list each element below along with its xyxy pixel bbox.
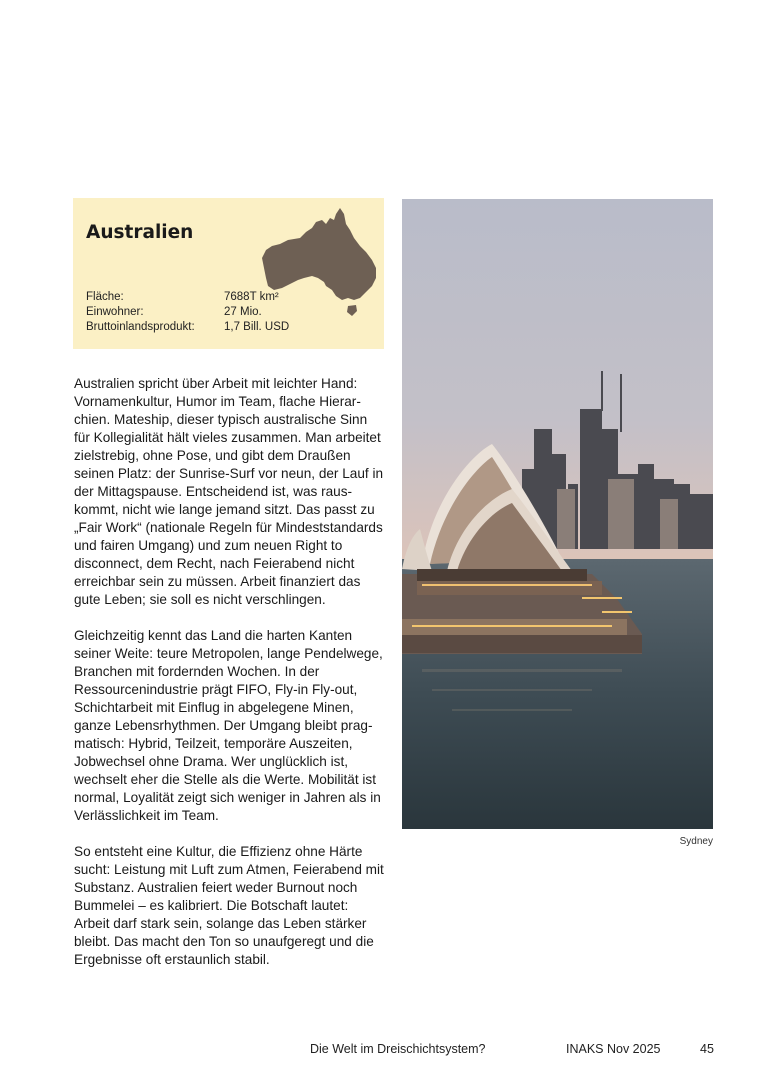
fact-value: 1,7 Bill. USD: [224, 321, 290, 333]
article-paragraph: So entsteht eine Kultur, die Effizienz ohne Härte sucht: Leistung mit Luft zum Atmen, Feierabend mit Substanz. Australien feiert weder Burnout noch Bummelei – es kalibriert. Die Botschaft lautet: Arbeit darf stark sein, solange das Leben stärker bleibt. Das macht den Ton so unaufgeregt und die Ergebnisse oft erstaunlich stabil.: [74, 844, 384, 967]
fact-label: Fläche:: [86, 291, 124, 303]
fact-value: 7688T km²: [224, 291, 279, 303]
photo-caption: Sydney: [679, 836, 713, 847]
fact-label: Einwohner:: [86, 306, 144, 318]
fact-row-gdp: [86, 320, 289, 335]
factbox-title: Australien: [86, 222, 194, 243]
article-paragraph: Australien spricht über Arbeit mit leichter Hand: Vornamenkultur, Humor im Team, flache Hierarchien. Mateship, dieser typisch australische Sinn für Kollegialität hält vieles zusammen. Man arbeitet zielstrebig, ohne Pose, und gibt dem Draußen seinen Platz: der Sunrise-Surf vor neun, der Lauf in der Mittagspause. Entscheidend ist, was rauskommt, nicht wie lange jemand sitzt. Das passt zu „Fair Work“ (nationale Regeln für Mindeststandards und fairen Umgang) und zum neuen Right to disconnect, dem Recht, nach Feierabend nicht erreichbar sein zu müssen. Arbeit finanziert das gute Leben; sie soll es nicht verschlingen.: [74, 376, 384, 607]
fact-row-area: [86, 290, 289, 305]
article-paragraph: Gleichzeitig kennt das Land die harten Kanten seiner Weite: teure Metropolen, lange Pendelwege, Branchen mit fordernden Wochen. In der Ressourcenindustrie prägt FIFO, Fly-in Fly-out, Schichtarbeit mit Einflug in abgelegene Minen, ganze Lebensrhythmen. Der Umgang bleibt pragmatisch: Hybrid, Teilzeit, temporäre Auszeiten, Jobwechsel ohne Drama. Wer unglücklich ist, wechselt eher die Stelle als die Werte. Mobilität ist normal, Loyalität zeigt sich weniger in Jahren als in Verlässlichkeit im Team.: [74, 628, 383, 823]
page-number: 45: [700, 1042, 714, 1056]
fact-value: 27 Mio.: [224, 306, 262, 318]
facts-list: [86, 290, 289, 335]
footer-title: Die Welt im Dreischichtsystem?: [310, 1042, 486, 1056]
fact-label: Bruttoinlandsprodukt:: [86, 321, 195, 333]
fact-row-population: [86, 305, 289, 320]
article-body: [74, 375, 386, 987]
sydney-photo: [402, 199, 713, 829]
country-factbox: [73, 198, 384, 349]
footer-magazine: INAKS Nov 2025: [566, 1042, 661, 1056]
